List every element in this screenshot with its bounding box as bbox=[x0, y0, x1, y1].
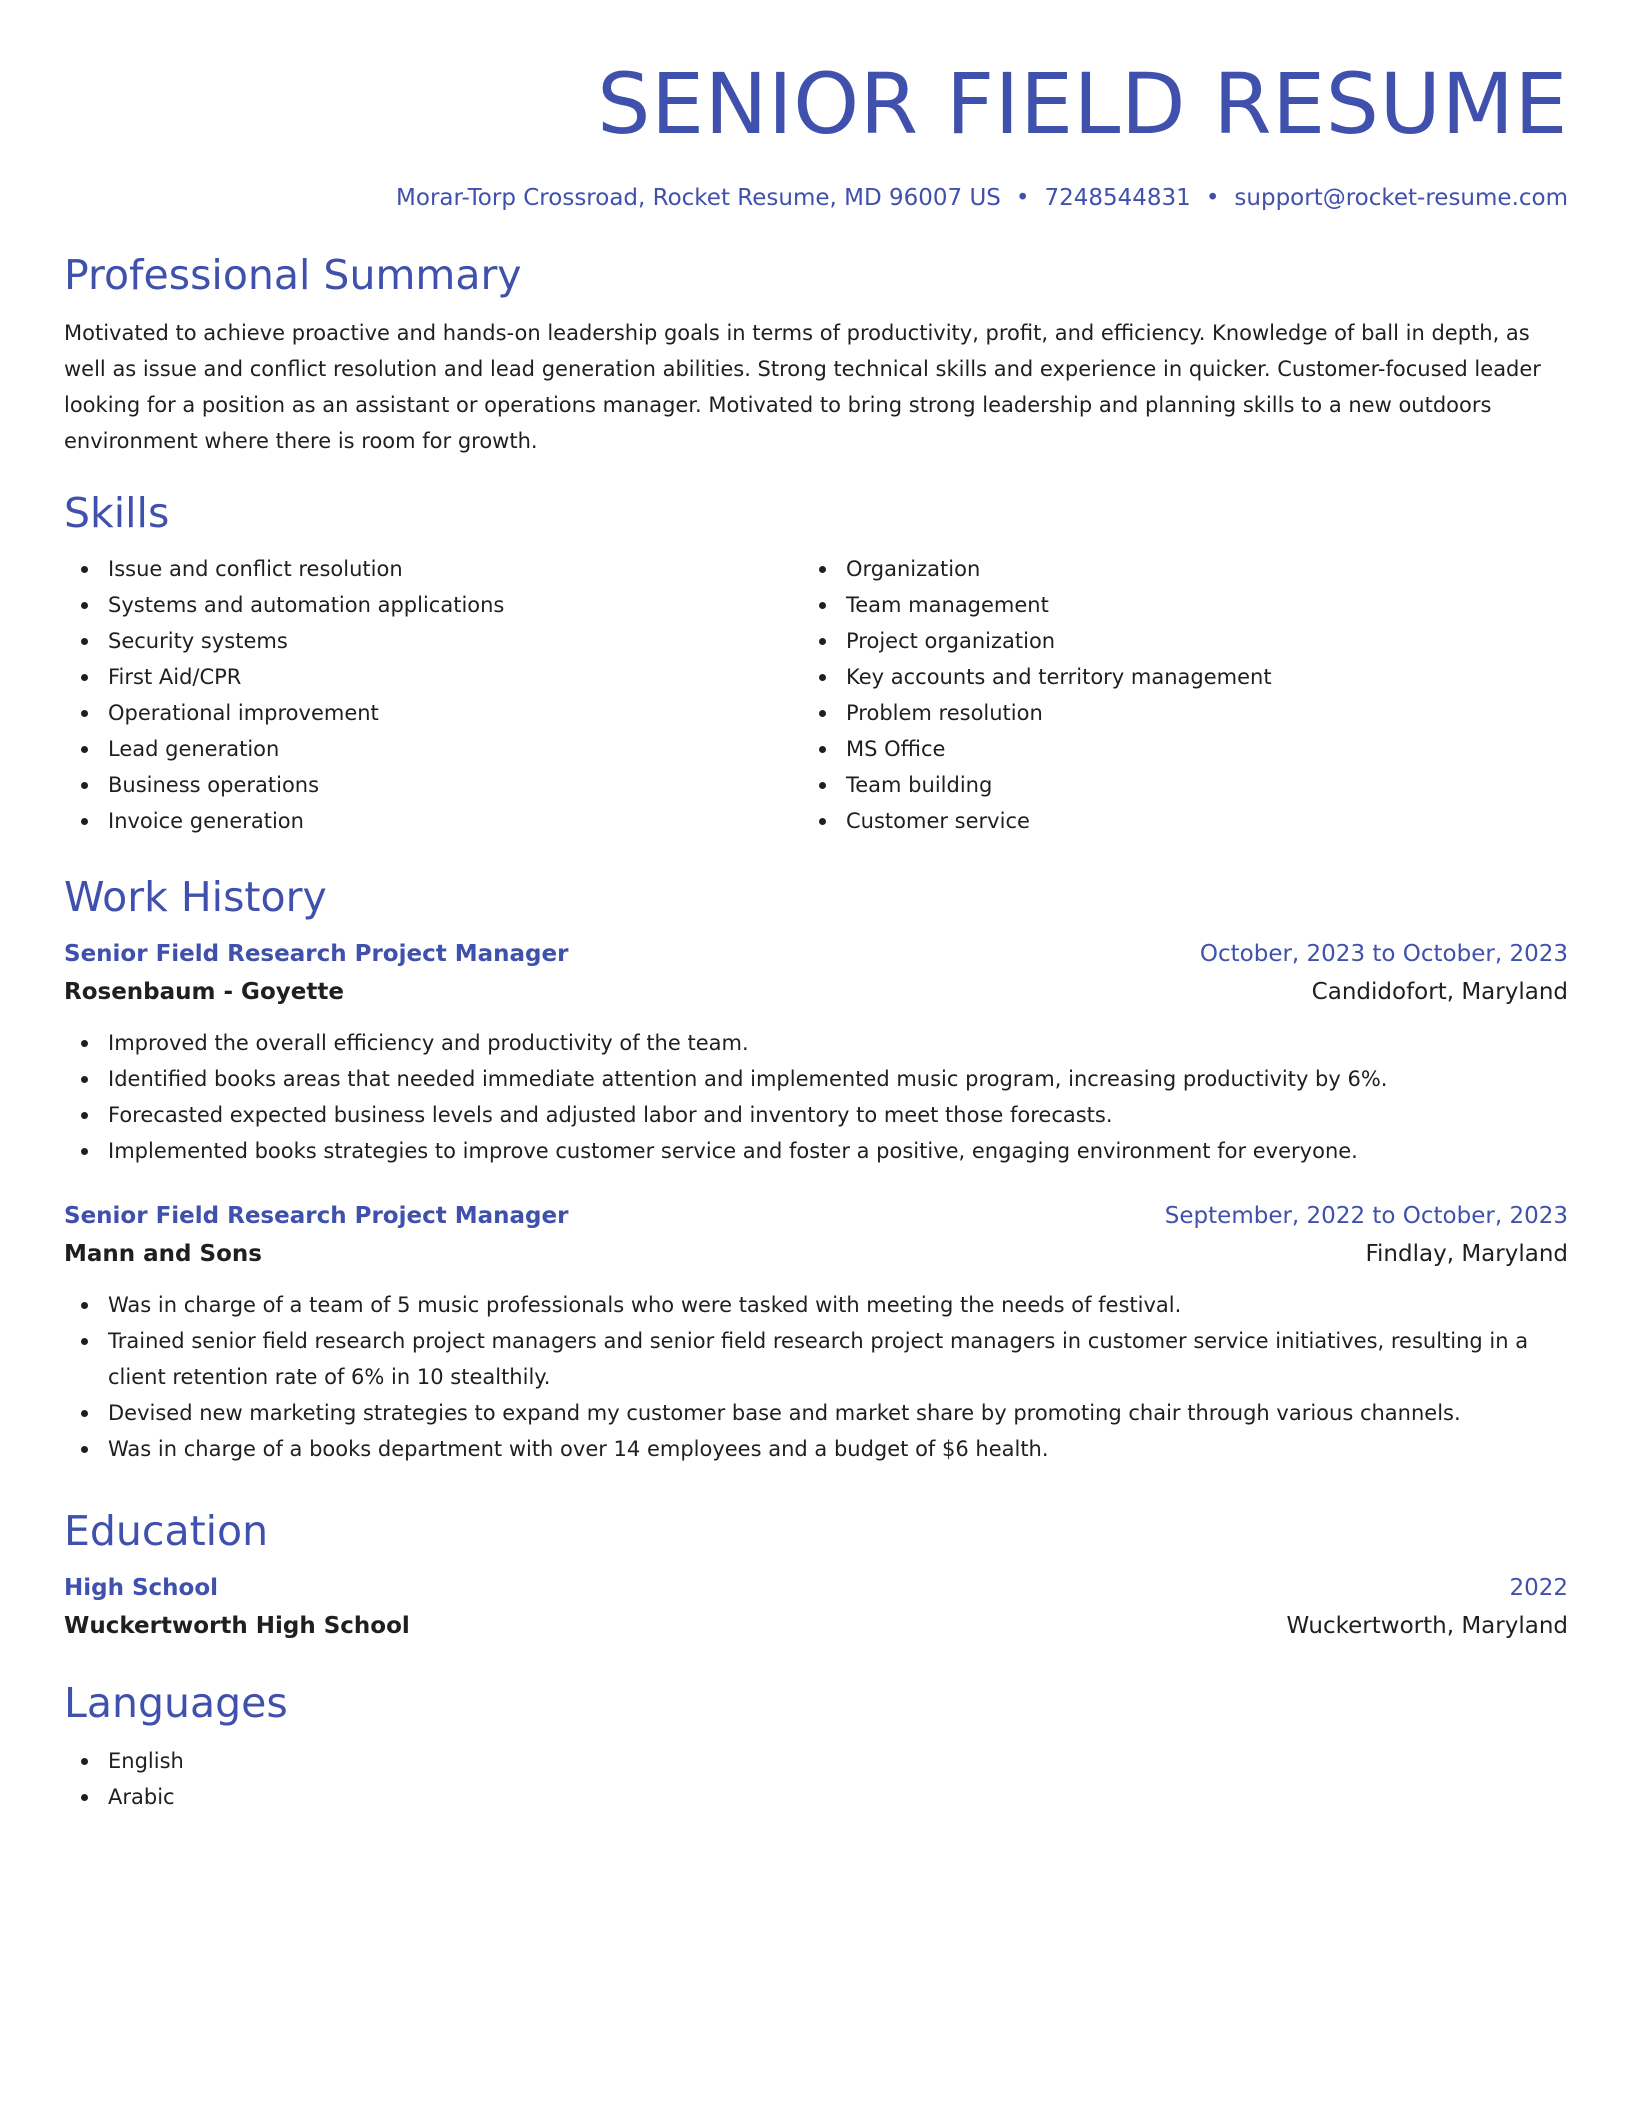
section-heading-skills: Skills bbox=[64, 489, 170, 537]
job-entry bbox=[64, 935, 1568, 1169]
education-school: Wuckertworth High School bbox=[64, 1613, 410, 1639]
skills-list-right bbox=[802, 551, 1540, 839]
job-title: Senior Field Research Project Manager bbox=[64, 1203, 569, 1229]
skill-item: Team management bbox=[802, 587, 1540, 623]
job-title-row bbox=[64, 935, 1568, 973]
skills-list-left bbox=[64, 551, 802, 839]
job-location: Candidofort, Maryland bbox=[1311, 979, 1568, 1005]
resume-title: SENIOR FIELD RESUME bbox=[597, 55, 1568, 153]
skills-column-right bbox=[802, 551, 1540, 839]
section-heading-education: Education bbox=[64, 1507, 269, 1555]
job-location: Findlay, Maryland bbox=[1365, 1241, 1568, 1267]
skills-column-left bbox=[64, 551, 802, 839]
job-company: Rosenbaum - Goyette bbox=[64, 979, 344, 1005]
job-bullet: Implemented books strategies to improve customer service and foster a positive, engaging environment for everyone. bbox=[64, 1133, 1568, 1169]
education-section bbox=[64, 1507, 1568, 1645]
languages-section bbox=[64, 1679, 1568, 1815]
job-title: Senior Field Research Project Manager bbox=[64, 941, 569, 967]
job-dates: September, 2022 to October, 2023 bbox=[1164, 1203, 1568, 1229]
contact-address: Morar-Torp Crossroad, Rocket Resume, MD 96007 US bbox=[396, 185, 1001, 211]
job-bullet: Forecasted expected business levels and adjusted labor and inventory to meet those forecasts. bbox=[64, 1097, 1568, 1133]
summary-text: Motivated to achieve proactive and hands-on leadership goals in terms of productivity, profit, and efficiency. Knowledge of ball in depth, as well as issue and conflict resolution and lead generation abilities. Strong technical skills and experience in quicker. Customer-focused leader looking for a position as an assistant or operations manager. Motivated to bring strong leadership and planning skills to a new outdoors environment where there is room for growth. bbox=[64, 321, 1541, 453]
contact-email: support@rocket-resume.com bbox=[1234, 185, 1568, 211]
skill-item: Key accounts and territory management bbox=[802, 659, 1540, 695]
skill-item: Project organization bbox=[802, 623, 1540, 659]
job-title-row bbox=[64, 1197, 1568, 1235]
education-degree-row bbox=[64, 1569, 1568, 1607]
job-company: Mann and Sons bbox=[64, 1241, 262, 1267]
skill-item: Team building bbox=[802, 767, 1540, 803]
skill-item: Business operations bbox=[64, 767, 802, 803]
skill-item: Problem resolution bbox=[802, 695, 1540, 731]
skill-item: Operational improvement bbox=[64, 695, 802, 731]
job-bullet: Was in charge of a books department with over 14 employees and a budget of $6 health. bbox=[64, 1431, 1568, 1467]
job-bullet: Was in charge of a team of 5 music professionals who were tasked with meeting the needs of festival. bbox=[64, 1287, 1568, 1323]
education-location: Wuckertworth, Maryland bbox=[1286, 1613, 1568, 1639]
skill-item: Organization bbox=[802, 551, 1540, 587]
skill-item: MS Office bbox=[802, 731, 1540, 767]
job-dates: October, 2023 to October, 2023 bbox=[1199, 941, 1568, 967]
professional-summary-section bbox=[64, 251, 1568, 459]
education-degree: High School bbox=[64, 1575, 219, 1601]
skill-item: Systems and automation applications bbox=[64, 587, 802, 623]
job-bullet: Devised new marketing strategies to expand my customer base and market share by promoting chair through various channels. bbox=[64, 1395, 1568, 1431]
section-heading-work-history: Work History bbox=[64, 873, 327, 921]
job-company-row bbox=[64, 973, 1568, 1011]
skill-item: Lead generation bbox=[64, 731, 802, 767]
skill-item: Issue and conflict resolution bbox=[64, 551, 802, 587]
contact-separator: • bbox=[1205, 185, 1220, 211]
skill-item: Customer service bbox=[802, 803, 1540, 839]
work-history-section bbox=[64, 873, 1568, 1467]
job-bullet: Improved the overall efficiency and productivity of the team. bbox=[64, 1025, 1568, 1061]
language-item: English bbox=[64, 1743, 1568, 1779]
resume-header bbox=[64, 0, 1568, 213]
languages-list bbox=[64, 1743, 1568, 1815]
education-year: 2022 bbox=[1509, 1575, 1568, 1601]
skill-item: Invoice generation bbox=[64, 803, 802, 839]
skill-item: Security systems bbox=[64, 623, 802, 659]
job-bullet: Identified books areas that needed immediate attention and implemented music program, increasing productivity by 6%. bbox=[64, 1061, 1568, 1097]
skills-grid bbox=[64, 551, 1568, 839]
contact-separator: • bbox=[1015, 185, 1030, 211]
contact-line bbox=[64, 183, 1568, 213]
section-heading-languages: Languages bbox=[64, 1679, 288, 1727]
language-item: Arabic bbox=[64, 1779, 1568, 1815]
education-school-row bbox=[64, 1607, 1568, 1645]
skills-section bbox=[64, 489, 1568, 839]
contact-phone: 7248544831 bbox=[1044, 185, 1191, 211]
job-responsibilities bbox=[64, 1287, 1568, 1467]
job-entry bbox=[64, 1197, 1568, 1467]
job-responsibilities bbox=[64, 1025, 1568, 1169]
job-bullet: Trained senior field research project managers and senior field research project managers in customer service initiatives, resulting in a client retention rate of 6% in 10 stealthily. bbox=[64, 1323, 1568, 1395]
job-company-row bbox=[64, 1235, 1568, 1273]
section-heading-summary: Professional Summary bbox=[64, 251, 522, 299]
education-entry bbox=[64, 1569, 1568, 1645]
skill-item: First Aid/CPR bbox=[64, 659, 802, 695]
